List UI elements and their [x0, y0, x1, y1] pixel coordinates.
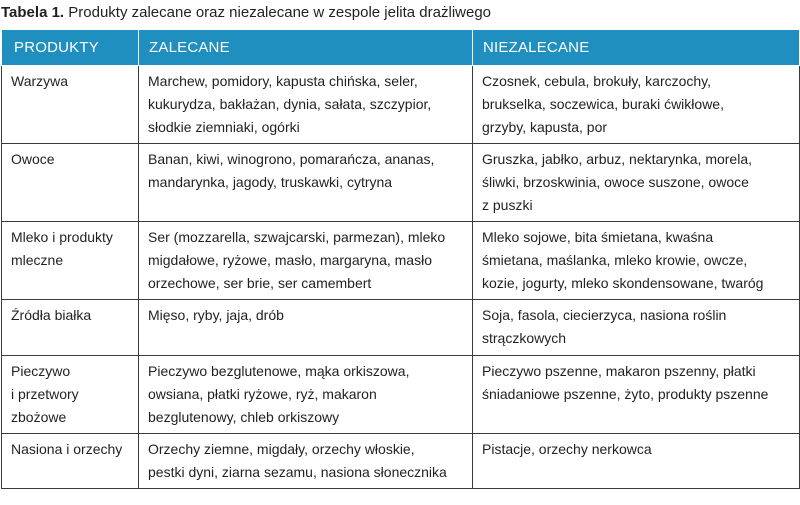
recommended-cell: Banan, kiwi, winogrono, pomarańcza, ananas, mandarynka, jagody, truskawki, cytryna [139, 144, 473, 222]
table-row [2, 300, 800, 356]
not-recommended-cell: Pistacje, orzechy nerkowca [473, 434, 800, 489]
category-cell: Pieczywo i przetwory zbożowe [2, 356, 139, 434]
table-row [2, 144, 800, 222]
caption-label: Tabela 1. [1, 4, 65, 21]
not-recommended-cell: Pieczywo pszenne, makaron pszenny, płatki śniadaniowe pszenne, żyto, produkty pszenne [473, 356, 800, 434]
table-caption [1, 4, 491, 22]
recommended-cell: Ser (mozzarella, szwajcarski, parmezan), mleko migdałowe, ryżowe, masło, margaryna, masło orzechowe, ser brie, ser camembert [139, 222, 473, 300]
header-not-recommended: NIEZALECANE [473, 30, 800, 66]
header-products: PRODUKTY [2, 30, 139, 66]
category-cell: Źródła białka [2, 300, 139, 356]
category-cell: Owoce [2, 144, 139, 222]
header-recommended: ZALECANE [139, 30, 473, 66]
not-recommended-cell: Mleko sojowe, bita śmietana, kwaśna śmietana, maślanka, mleko krowie, owcze, kozie, jogurty, mleko skondensowane, twaróg [473, 222, 800, 300]
table-row [2, 66, 800, 144]
table-row [2, 222, 800, 300]
recommended-cell: Mięso, ryby, jaja, drób [139, 300, 473, 356]
category-cell: Warzywa [2, 66, 139, 144]
recommended-cell: Orzechy ziemne, migdały, orzechy włoskie, pestki dyni, ziarna sezamu, nasiona słonecznika [139, 434, 473, 489]
recommended-cell: Marchew, pomidory, kapusta chińska, seler, kukurydza, bakłażan, dynia, sałata, szczypior, słodkie ziemniaki, ogórki [139, 66, 473, 144]
not-recommended-cell: Gruszka, jabłko, arbuz, nektarynka, morela, śliwki, brzoskwinia, owoce suszone, owoce z puszki [473, 144, 800, 222]
table-row [2, 356, 800, 434]
not-recommended-cell: Soja, fasola, ciecierzyca, nasiona roślin strączkowych [473, 300, 800, 356]
caption-text: Produkty zalecane oraz niezalecane w zespole jelita drażliwego [68, 4, 492, 21]
recommended-cell: Pieczywo bezglutenowe, mąka orkiszowa, owsiana, płatki ryżowe, ryż, makaron bezglutenowy, chleb orkiszowy [139, 356, 473, 434]
products-table [1, 29, 800, 489]
not-recommended-cell: Czosnek, cebula, brokuły, karczochy, brukselka, soczewica, buraki ćwikłowe, grzyby, kapusta, por [473, 66, 800, 144]
category-cell: Nasiona i orzechy [2, 434, 139, 489]
category-cell: Mleko i produkty mleczne [2, 222, 139, 300]
table-header-row [2, 30, 800, 66]
table-row [2, 434, 800, 489]
